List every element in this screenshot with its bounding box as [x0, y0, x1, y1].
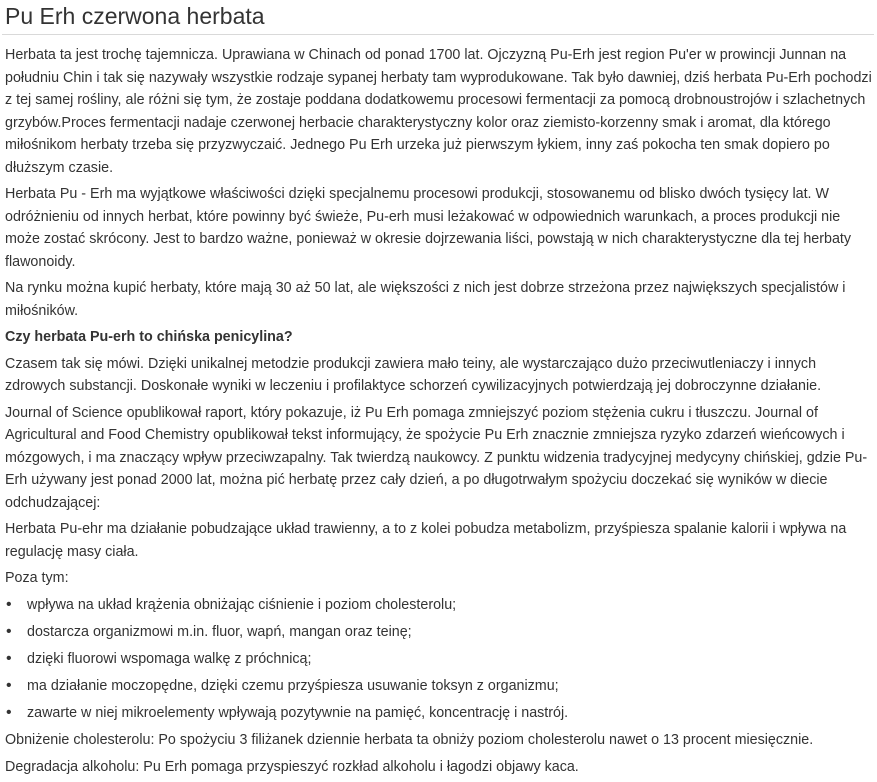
list-item: • ma działanie moczopędne, dzięki czemu przyśpiesza usuwanie toksyn z organizmu;: [5, 675, 873, 698]
list-item: • dzięki fluorowi wspomaga walkę z próchnicą;: [5, 648, 873, 671]
article-body: [5, 44, 873, 782]
section-subheading: Czy herbata Pu-erh to chińska penicylina?: [5, 329, 293, 345]
list-item: • zawarte w niej mikroelementy wpływają pozytywnie na pamięć, koncentrację i nastrój.: [5, 702, 873, 725]
title-divider: [2, 34, 874, 35]
alcohol-paragraph: Degradacja alkoholu: Pu Erh pomaga przyspieszyć rozkład alkoholu i łagodzi objawy kaca.: [5, 758, 579, 775]
properties-paragraph: Herbata Pu - Erh ma wyjątkowe właściwości dzięki specjalnemu procesowi produkcji, stosowanemu od blisko dwóch tysięcy lat. W odróżnieniu od innych herbat, które powinny być świeże, Pu-erh musi leżakować w odpowiednich warunkach, a proces produkcji nie może zostać skrócony. Jest to bardzo ważne, ponieważ w okresie dojrzewania liści, powstają w nich charakterystyczne dla tej herbaty flawonoidy.: [5, 186, 852, 270]
digestion-paragraph: Herbata Pu-ehr ma działanie pobudzające układ trawienny, a to z kolei pobudza metabolizm, przyśpiesza spalanie kalorii i wpływa na regulację masy ciała.: [5, 521, 847, 560]
cholesterol-paragraph: Obniżenie cholesterolu: Po spożyciu 3 filiżanek dziennie herbata ta obniży poziom cholesterolu nawet o 13 procent miesięcznie.: [5, 732, 814, 748]
penicillin-paragraph: Czasem tak się mówi. Dzięki unikalnej metodzie produkcji zawiera mało teiny, ale wystarczająco dużo przeciwutleniaczy i innych zdrowych substancji. Doskonałe wyniki w leczeniu i profilaktyce schorzeń cywilizacyjnych potwierdzają jej dobroczynne działanie.: [5, 355, 822, 394]
list-item: • dostarcza organizmowi m.in. fluor, wapń, mangan oraz teinę;: [5, 621, 873, 644]
page-title: Pu Erh czerwona herbata: [5, 3, 265, 29]
besides-label: Poza tym:: [5, 570, 69, 586]
list-item: • wpływa na układ krążenia obniżając ciśnienie i poziom cholesterolu;: [5, 594, 873, 617]
intro-paragraph: Herbata ta jest trochę tajemnicza. Uprawiana w Chinach od ponad 1700 lat. Ojczyzną Pu-Erh jest region Pu'er w prowincji Junnan na południu Chin i tak się nazywały wszystkie rodzaje sypanej herbaty tam wyprodukowane. Tak było dawniej, dziś herbata Pu-Erh pochodzi z tej samej rośliny, ale różni się tym, że zostaje poddana dodatkowemu procesowi fermentacji za pomocą drobnoustrojów i szlachetnych grzybów.Proces fermentacji nadaje czerwonej herbacie charakterystyczny kolor oraz ziemisto-korzenny smak i aromat, dla którego miłośnikom herbaty trzeba się przyzwyczaić. Jednego Pu Erh urzeka już pierwszym łykiem, inny zaś pokocha ten smak dopiero po dłuższym czasie.: [5, 47, 872, 176]
journal-paragraph: Journal of Science opublikował raport, który pokazuje, iż Pu Erh pomaga zmniejszyć poziom stężenia cukru i tłuszczu. Journal of Agricultural and Food Chemistry opublikował tekst informujący, że spożycie Pu Erh znacznie zmniejsza ryzyko zdarzeń wieńcowych i mózgowych, i ma znaczący wpływ przeciwzapalny. Tak twierdzą naukowcy. Z punktu widzenia tradycyjnej medycyny chińskiej, gdzie Pu- Erh używany jest ponad 2000 lat, można pić herbatę przez cały dzień, a po długotrwałym spożyciu doczekać się wyników w diecie odchudzającej:: [5, 404, 868, 511]
benefits-list: [5, 594, 873, 725]
market-paragraph: Na rynku można kupić herbaty, które mają 30 aż 50 lat, ale większości z nich jest dobrze strzeżona przez największych specjalistów i miłośników.: [5, 280, 846, 319]
